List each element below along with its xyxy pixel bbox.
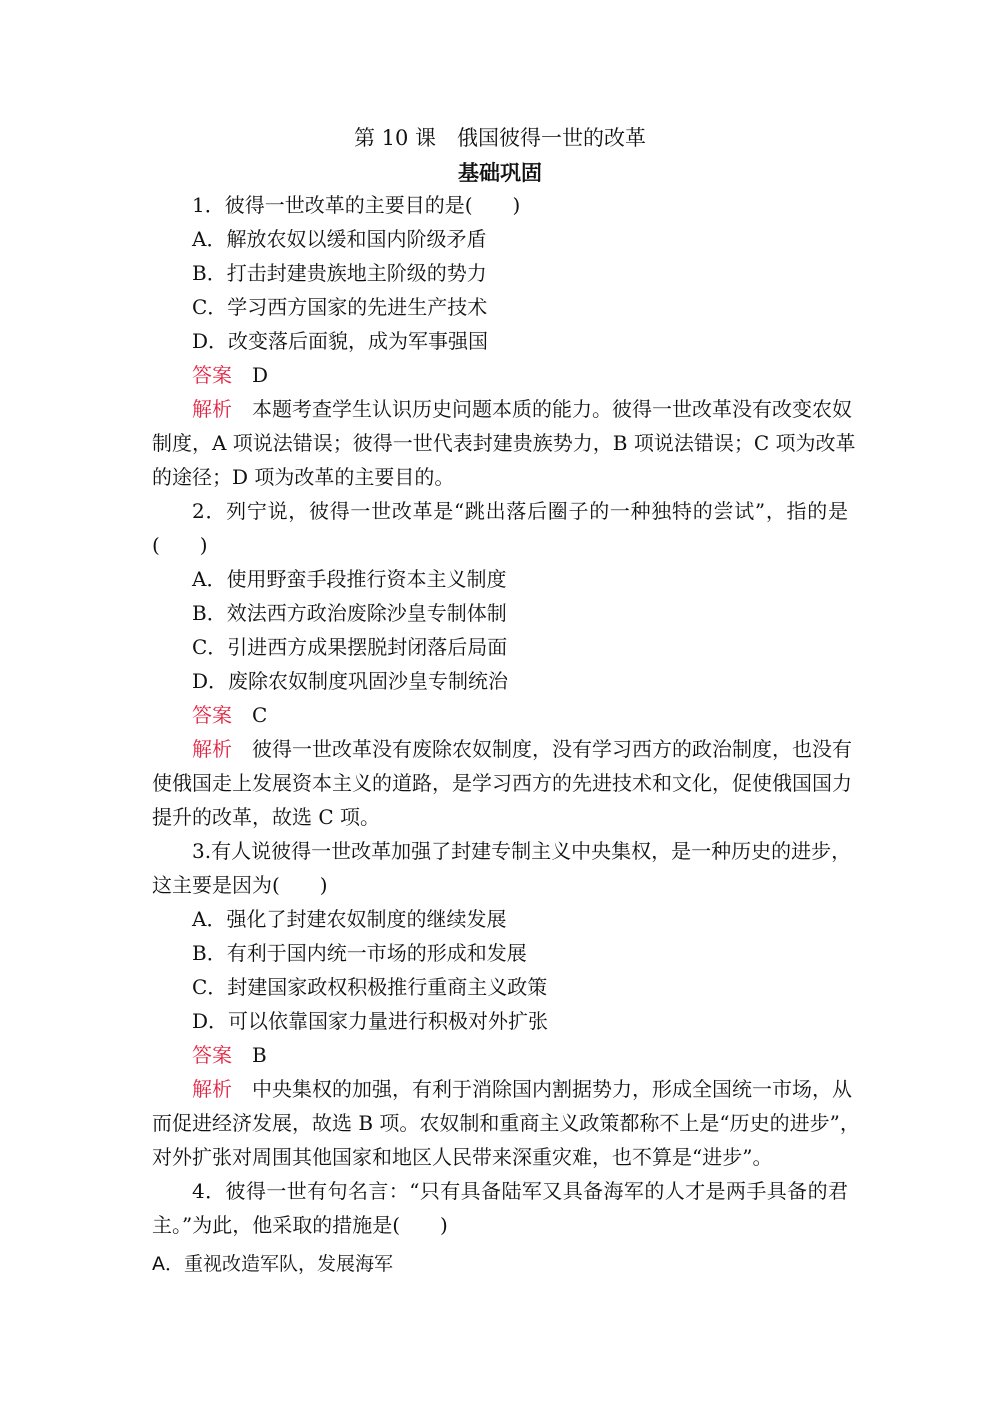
q1-stem: 1．彼得一世改革的主要目的是( )	[192, 193, 521, 217]
q1-answer-value: D	[252, 363, 269, 387]
q2-stem-line-2: ( )	[152, 533, 208, 557]
lesson-title: 第 10 课 俄国彼得一世的改革	[353, 126, 647, 150]
analysis-label: 解析	[192, 737, 232, 761]
q3-analysis-line-1	[152, 1072, 852, 1106]
question-list	[152, 188, 860, 1242]
q3-stem-line-1: 3.有人说彼得一世改革加强了封建专制主义中央集权，是一种历史的进步，	[192, 839, 852, 863]
q1-option-a: A．解放农奴以缓和国内阶级矛盾	[192, 227, 487, 251]
answer-label: 答案	[192, 703, 232, 727]
q1-option-d: D．改变落后面貌，成为军事强国	[192, 329, 489, 353]
q2-stem-line-1: 2．列宁说，彼得一世改革是“跳出落后圈子的一种独特的尝试”，指的是	[192, 499, 848, 523]
q3-option-b: B．有利于国内统一市场的形成和发展	[192, 941, 527, 965]
q2-analysis-line-3: 提升的改革，故选 C 项。	[152, 805, 381, 829]
q2-option-c: C．引进西方成果摆脱封闭落后局面	[192, 635, 508, 659]
q3-analysis-line-3: 对外扩张对周围其他国家和地区人民带来深重灾难，也不算是“进步”。	[152, 1145, 773, 1169]
q3-option-a: A．强化了封建农奴制度的继续发展	[192, 907, 507, 931]
q3-option-d: D．可以依靠国家力量进行积极对外扩张	[192, 1009, 549, 1033]
q1-analysis-line-2: 制度，A 项说法错误；彼得一世代表封建贵族势力，B 项说法错误；C 项为改革	[152, 431, 856, 455]
section-heading: 基础巩固	[458, 160, 542, 185]
q3-analysis-line-2: 而促进经济发展，故选 B 项。农奴制和重商主义政策都称不上是“历史的进步”，	[152, 1111, 860, 1135]
q2-analysis-line-1	[152, 732, 852, 766]
q1-option-b: B．打击封建贵族地主阶级的势力	[192, 261, 487, 285]
q2-option-b: B．效法西方政治废除沙皇专制体制	[192, 601, 507, 625]
answer-label: 答案	[192, 363, 232, 387]
q3-answer	[152, 1038, 848, 1072]
q1-analysis-line-3: 的途径；D 项为改革的主要目的。	[152, 465, 455, 489]
q1-option-c: C．学习西方国家的先进生产技术	[192, 295, 488, 319]
q4-option-a: A．重视改造军队，发展海军	[152, 1253, 393, 1275]
answer-label: 答案	[192, 1043, 232, 1067]
q1-analysis-text-1: 本题考查学生认识历史问题本质的能力。彼得一世改革没有改变农奴	[252, 397, 852, 421]
q3-stem-line-2: 这主要是因为( )	[152, 873, 328, 897]
q2-analysis-line-2: 使俄国走上发展资本主义的道路，是学习西方的先进技术和文化，促使俄国国力	[152, 771, 852, 795]
q3-analysis-text-1: 中央集权的加强，有利于消除国内割据势力，形成全国统一市场，从	[252, 1077, 852, 1101]
q4-stem-line-1: 4．彼得一世有句名言：“只有具备陆军又具备海军的人才是两手具备的君	[192, 1179, 848, 1203]
q2-analysis-text-1: 彼得一世改革没有废除农奴制度，没有学习西方的政治制度，也没有	[252, 737, 852, 761]
analysis-label: 解析	[192, 397, 232, 421]
q3-answer-value: B	[252, 1043, 267, 1067]
q1-analysis-line-1	[152, 392, 852, 426]
q3-option-c: C．封建国家政权积极推行重商主义政策	[192, 975, 548, 999]
q1-answer	[152, 358, 848, 392]
q2-option-d: D．废除农奴制度巩固沙皇专制统治	[192, 669, 509, 693]
q2-answer-value: C	[252, 703, 268, 727]
q2-answer	[152, 698, 848, 732]
q2-option-a: A．使用野蛮手段推行资本主义制度	[192, 567, 507, 591]
analysis-label: 解析	[192, 1077, 232, 1101]
q4-stem-line-2: 主。”为此，他采取的措施是( )	[152, 1213, 448, 1237]
